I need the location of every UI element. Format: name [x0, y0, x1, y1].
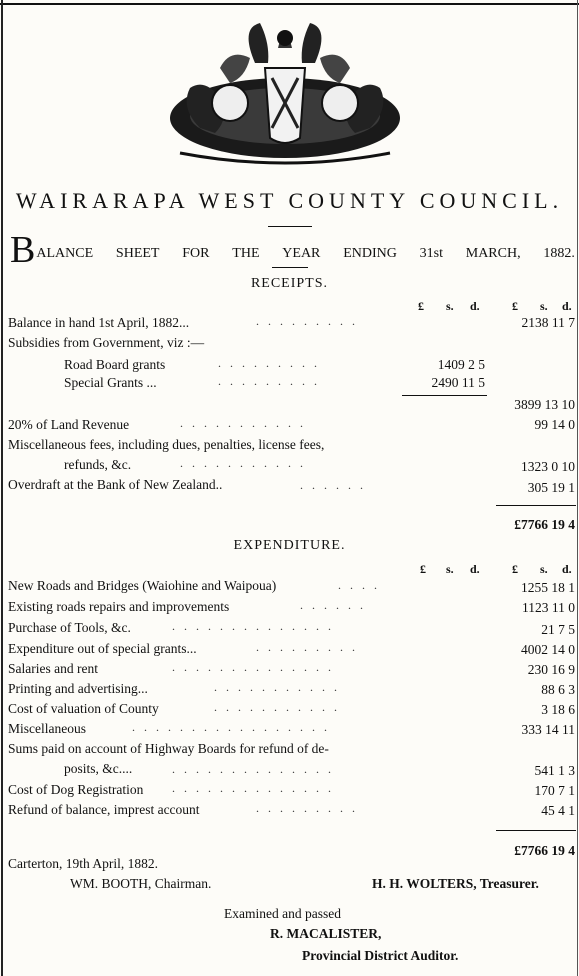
right-rule — [577, 0, 578, 976]
leader-dots: ...... — [300, 598, 372, 612]
heading-word: THE — [232, 246, 260, 261]
receipt-label: Special Grants ... — [64, 375, 157, 390]
heading-word: ENDING — [343, 246, 397, 261]
title-underline — [268, 226, 312, 227]
receipts-heading: RECEIPTS. — [250, 276, 329, 291]
expenditure-col-pounds-total: £ — [512, 562, 518, 576]
receipt-total: 99 14 0 — [534, 417, 575, 432]
receipts-col-pounds: £ — [418, 299, 424, 313]
receipt-total: 3899 13 10 — [514, 397, 575, 412]
receipt-label: Subsidies from Government, viz :— — [8, 335, 205, 350]
expenditure-label: Sums paid on account of Highway Boards for refund of de- — [8, 741, 329, 756]
expenditure-total: 88 6 3 — [541, 682, 575, 697]
receipt-label: Overdraft at the Bank of New Zealand.. — [8, 477, 223, 492]
examined-note: Examined and passed — [224, 906, 341, 921]
receipt-total: 1323 0 10 — [521, 459, 575, 474]
leader-dots: .............. — [172, 619, 340, 633]
expenditure-col-pence: d. — [470, 562, 480, 576]
balance-sheet-words — [36, 246, 575, 266]
expenditure-label: Miscellaneous — [8, 721, 86, 736]
expenditure-label: Cost of valuation of County — [8, 701, 159, 716]
leader-dots: ...... — [300, 478, 372, 492]
receipts-col-pence-total: d. — [562, 299, 572, 313]
receipt-subtotal: 2490 11 5 — [431, 375, 485, 390]
expenditure-total: 230 16 9 — [527, 662, 575, 677]
leader-dots: ........... — [180, 456, 312, 470]
expenditure-total: 4002 14 0 — [521, 642, 575, 657]
leader-dots: ......... — [256, 801, 364, 815]
expenditure-total: 1123 11 0 — [522, 600, 575, 615]
heading-word: 1882. — [543, 246, 575, 261]
leader-dots: ......... — [218, 374, 326, 388]
dropcap-letter: B — [10, 229, 36, 271]
expenditure-col-pence-total: d. — [562, 562, 572, 576]
receipt-subtotal: 1409 2 5 — [437, 357, 485, 372]
council-title: WAIRARAPA WEST COUNTY COUNCIL. — [15, 188, 564, 213]
heading-word: SHEET — [115, 246, 160, 261]
expenditure-total: 1255 18 1 — [521, 580, 575, 595]
expenditure-label: Purchase of Tools, &c. — [8, 620, 131, 635]
expenditure-grand-total: £7766 19 4 — [514, 843, 575, 858]
expenditure-total: 170 7 1 — [534, 783, 575, 798]
receipts-col-shillings: s. — [446, 299, 454, 313]
treasurer-signature: H. H. WOLTERS, Treasurer. — [372, 876, 539, 891]
leader-dots: ......... — [256, 314, 364, 328]
expenditure-total: 3 18 6 — [541, 702, 575, 717]
expenditure-label: Salaries and rent — [8, 661, 98, 676]
coat-of-arms-icon — [160, 8, 410, 168]
receipt-total: 305 19 1 — [527, 480, 575, 495]
receipt-total: 2138 11 7 — [521, 315, 575, 330]
expenditure-heading: EXPENDITURE. — [233, 538, 346, 553]
auditor-title: Provincial District Auditor. — [302, 948, 459, 963]
expenditure-total: 45 4 1 — [541, 803, 575, 818]
expenditure-label: posits, &c.... — [64, 761, 133, 776]
subtotal-rule — [402, 395, 487, 396]
heading-word: 31st — [419, 246, 443, 261]
leader-dots: ........... — [214, 680, 346, 694]
leader-dots: .............. — [172, 762, 340, 776]
expenditure-label: Refund of balance, imprest account — [8, 802, 200, 817]
expenditure-col-shillings-total: s. — [540, 562, 548, 576]
leader-dots: ................. — [132, 720, 336, 734]
chairman-signature: WM. BOOTH, Chairman. — [70, 876, 212, 891]
receipt-label: refunds, &c. — [64, 457, 132, 472]
receipt-label: Balance in hand 1st April, 1882... — [8, 315, 190, 330]
expenditure-label: Existing roads repairs and improvements — [8, 599, 230, 614]
auditor-name: R. MACALISTER, — [270, 926, 382, 941]
heading-word: MARCH, — [465, 246, 521, 261]
receipts-grand-total: £7766 19 4 — [514, 517, 575, 532]
place-date: Carterton, 19th April, 1882. — [8, 856, 158, 871]
expenditure-total: 333 14 11 — [521, 722, 575, 737]
expenditure-total: 541 1 3 — [534, 763, 575, 778]
leader-dots: ........... — [214, 700, 346, 714]
top-rule — [0, 3, 579, 5]
heading-word: FOR — [182, 246, 210, 261]
leader-dots: .... — [338, 578, 386, 592]
total-rule — [496, 830, 576, 831]
receipt-label: 20% of Land Revenue — [8, 417, 130, 432]
expenditure-total: 21 7 5 — [541, 622, 575, 637]
balance-sheet-heading — [10, 229, 575, 271]
receipts-col-pence: d. — [470, 299, 480, 313]
expenditure-label: Printing and advertising... — [8, 681, 148, 696]
expenditure-col-shillings: s. — [446, 562, 454, 576]
heading-word: ALANCE — [36, 246, 94, 261]
leader-dots: ......... — [256, 640, 364, 654]
leader-dots: ......... — [218, 356, 326, 370]
leader-dots: .............. — [172, 660, 340, 674]
heading-word: YEAR — [282, 246, 321, 261]
receipts-col-pounds-total: £ — [512, 299, 518, 313]
left-rule — [1, 0, 3, 976]
expenditure-label: Cost of Dog Registration — [8, 782, 144, 797]
total-rule — [496, 505, 576, 506]
receipt-label: Road Board grants — [64, 357, 166, 372]
receipt-label: Miscellaneous fees, including dues, penalties, license fees, — [8, 437, 325, 452]
heading-underline — [272, 267, 308, 268]
expenditure-label: Expenditure out of special grants... — [8, 641, 197, 656]
leader-dots: .............. — [172, 781, 340, 795]
leader-dots: ........... — [180, 416, 312, 430]
expenditure-col-pounds: £ — [420, 562, 426, 576]
receipts-col-shillings-total: s. — [540, 299, 548, 313]
expenditure-label: New Roads and Bridges (Waiohine and Waipoua) — [8, 578, 277, 593]
